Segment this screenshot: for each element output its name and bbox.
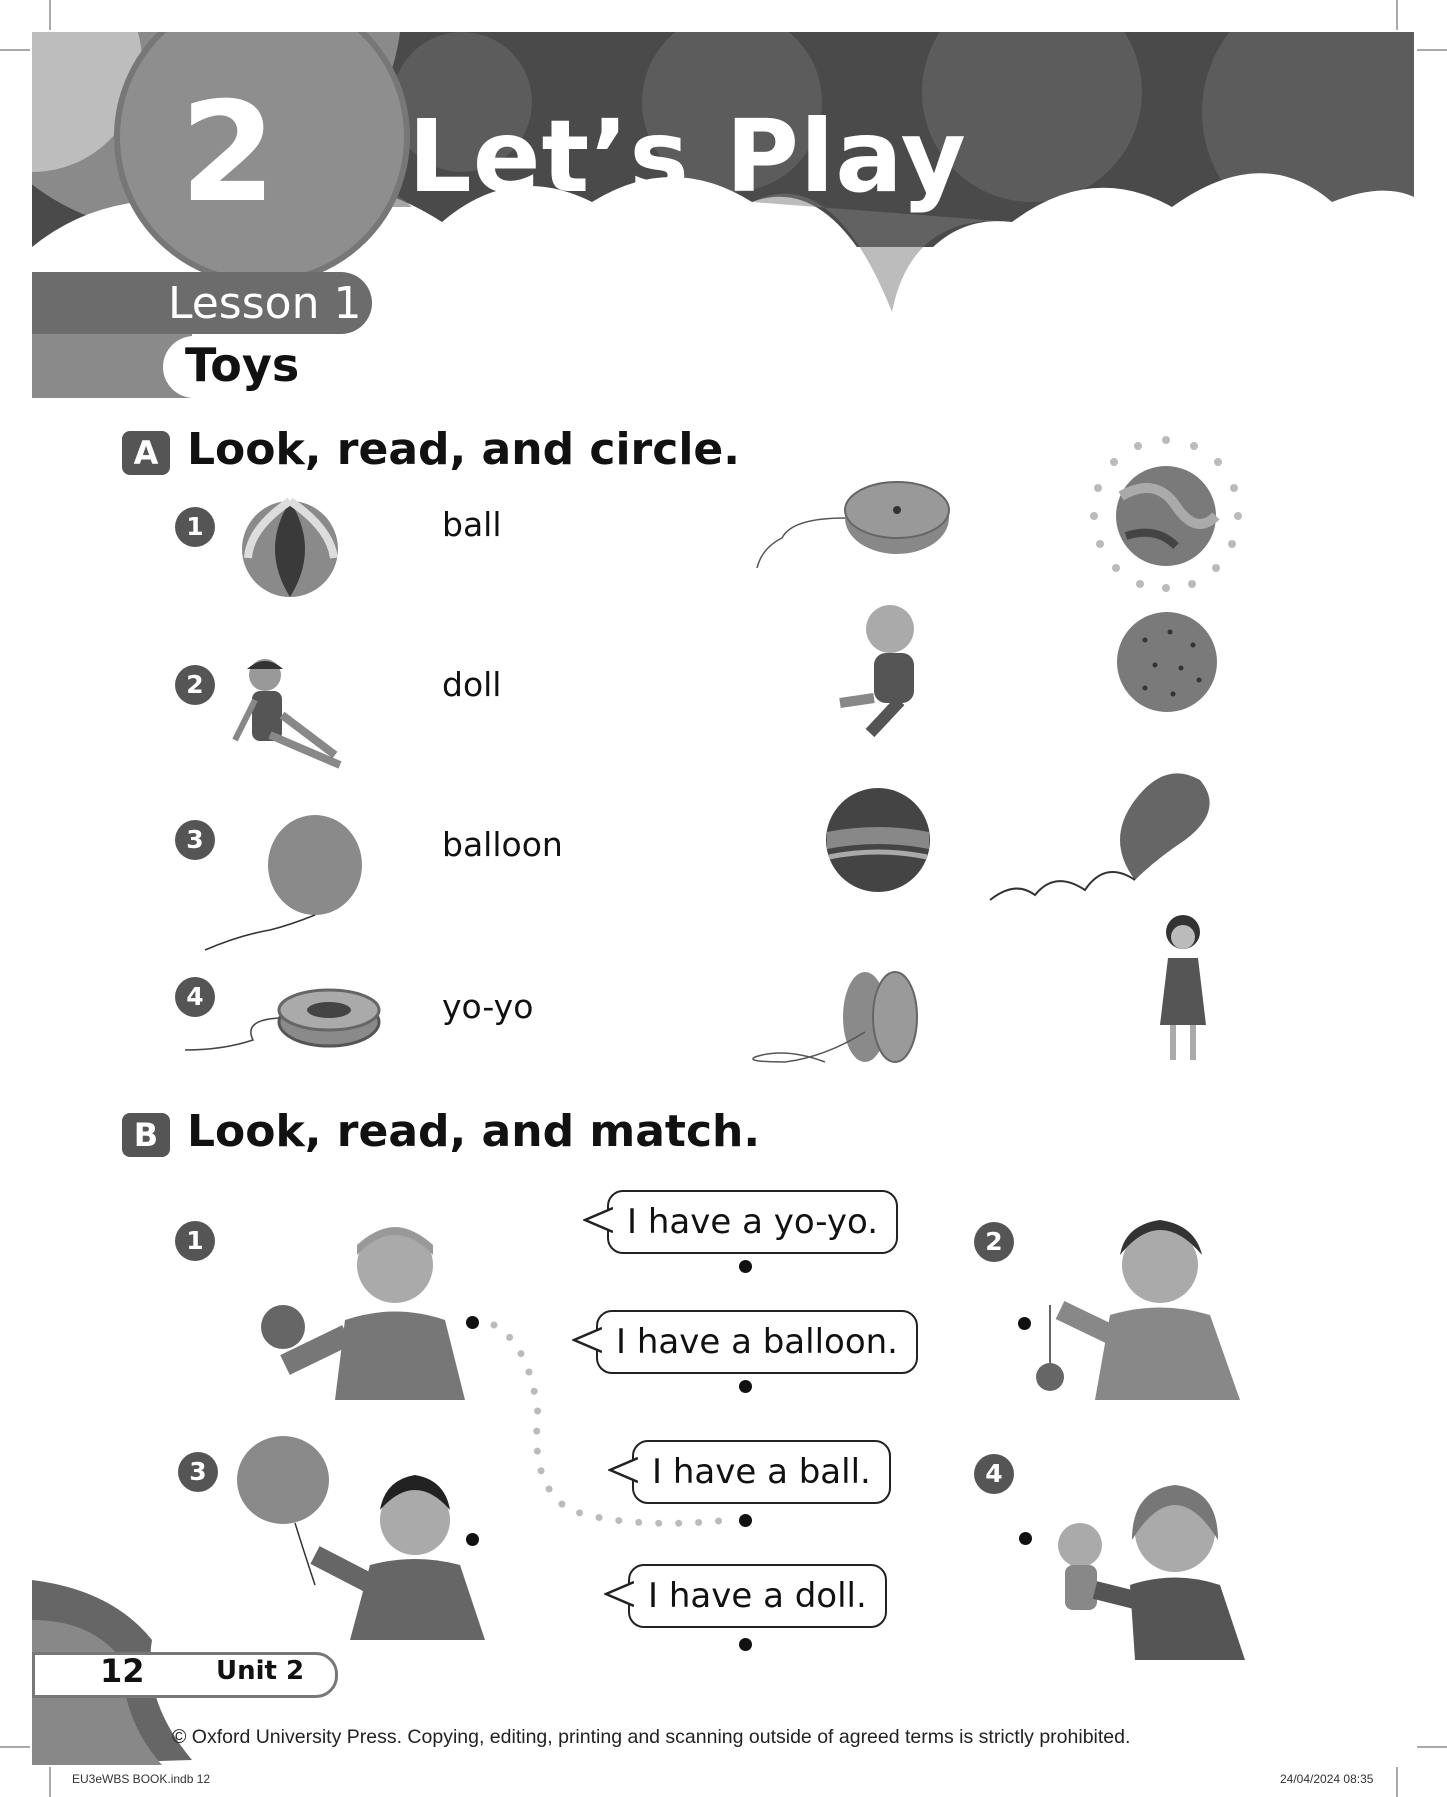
sentence-bubble-doll: [628, 1564, 887, 1628]
sentence-text: I have a yo-yo.: [627, 1202, 879, 1242]
match-dot-sentence-3[interactable]: [739, 1514, 752, 1527]
sentence-text: I have a doll.: [648, 1576, 867, 1616]
footer-unit-label: Unit 2: [216, 1656, 305, 1686]
item-a-4-number: 4: [175, 977, 215, 1017]
striped-ball-option-illustration: [825, 787, 931, 893]
girl-with-doll-illustration: [1040, 1470, 1250, 1660]
person-4-number: 4: [974, 1454, 1014, 1494]
sentence-bubble-balloon: [596, 1310, 918, 1374]
beach-ball-illustration: [240, 498, 340, 600]
yoyo-illustration: [183, 980, 383, 1065]
bubble-tail: [583, 1206, 613, 1236]
sentence-bubble-yoyo: [607, 1190, 898, 1254]
yoyo-side-option-illustration: [745, 962, 935, 1072]
bubble-tail: [604, 1580, 634, 1610]
person-3-number: 3: [178, 1452, 218, 1492]
item-a-3-number: 3: [175, 820, 215, 860]
item-a-1-word: ball: [442, 505, 502, 544]
bubble-tail: [608, 1456, 638, 1486]
section-b-instruction: Look, read, and match.: [187, 1106, 761, 1157]
baby-doll-option-illustration: [830, 603, 940, 743]
item-a-2-number: 2: [175, 665, 215, 705]
doll-girl-illustration: [225, 655, 365, 795]
bubble-tail: [572, 1326, 602, 1356]
copyright-notice: © Oxford University Press. Copying, editing, printing and scanning outside of agreed terms is strictly prohibited.: [172, 1726, 1131, 1748]
boy-with-yoyo-illustration: [1020, 1205, 1245, 1400]
page-number: 12: [100, 1652, 145, 1690]
match-dot-person-4[interactable]: [1019, 1532, 1032, 1545]
sentence-text: I have a ball.: [652, 1452, 871, 1492]
yoyo-option-illustration: [752, 478, 952, 568]
dotted-ball-option-illustration: [1115, 610, 1219, 714]
sentence-bubble-ball: [632, 1440, 891, 1504]
match-dot-person-2[interactable]: [1018, 1317, 1031, 1330]
print-slug-file: EU3eWBS BOOK.indb 12: [72, 1772, 211, 1786]
lesson-topic: Toys: [185, 338, 300, 392]
item-a-3-word: balloon: [442, 825, 563, 864]
section-a-badge: A: [122, 431, 170, 475]
long-balloon-option-illustration: [985, 760, 1225, 910]
match-dot-sentence-1[interactable]: [739, 1260, 752, 1273]
person-1-number: 1: [175, 1221, 215, 1261]
unit-title: Let’s Play: [408, 98, 967, 215]
match-dot-sentence-2[interactable]: [739, 1380, 752, 1393]
section-b-badge: B: [122, 1113, 170, 1157]
boy-with-ball-illustration: [255, 1215, 470, 1400]
sentence-text: I have a balloon.: [616, 1322, 898, 1362]
unit-number: 2: [180, 72, 277, 233]
match-dot-sentence-4[interactable]: [739, 1638, 752, 1651]
item-a-1-number: 1: [175, 507, 215, 547]
print-slug-date: 24/04/2024 08:35: [1280, 1772, 1374, 1786]
section-a-instruction: Look, read, and circle.: [187, 424, 740, 475]
marbled-ball-option-illustration: [1086, 436, 1246, 596]
person-2-number: 2: [974, 1222, 1014, 1262]
item-a-4-word: yo-yo: [442, 987, 534, 1026]
lesson-label: Lesson 1: [168, 278, 362, 329]
balloon-illustration: [200, 815, 370, 955]
item-a-2-word: doll: [442, 665, 502, 704]
standing-doll-option-illustration: [1148, 910, 1218, 1070]
